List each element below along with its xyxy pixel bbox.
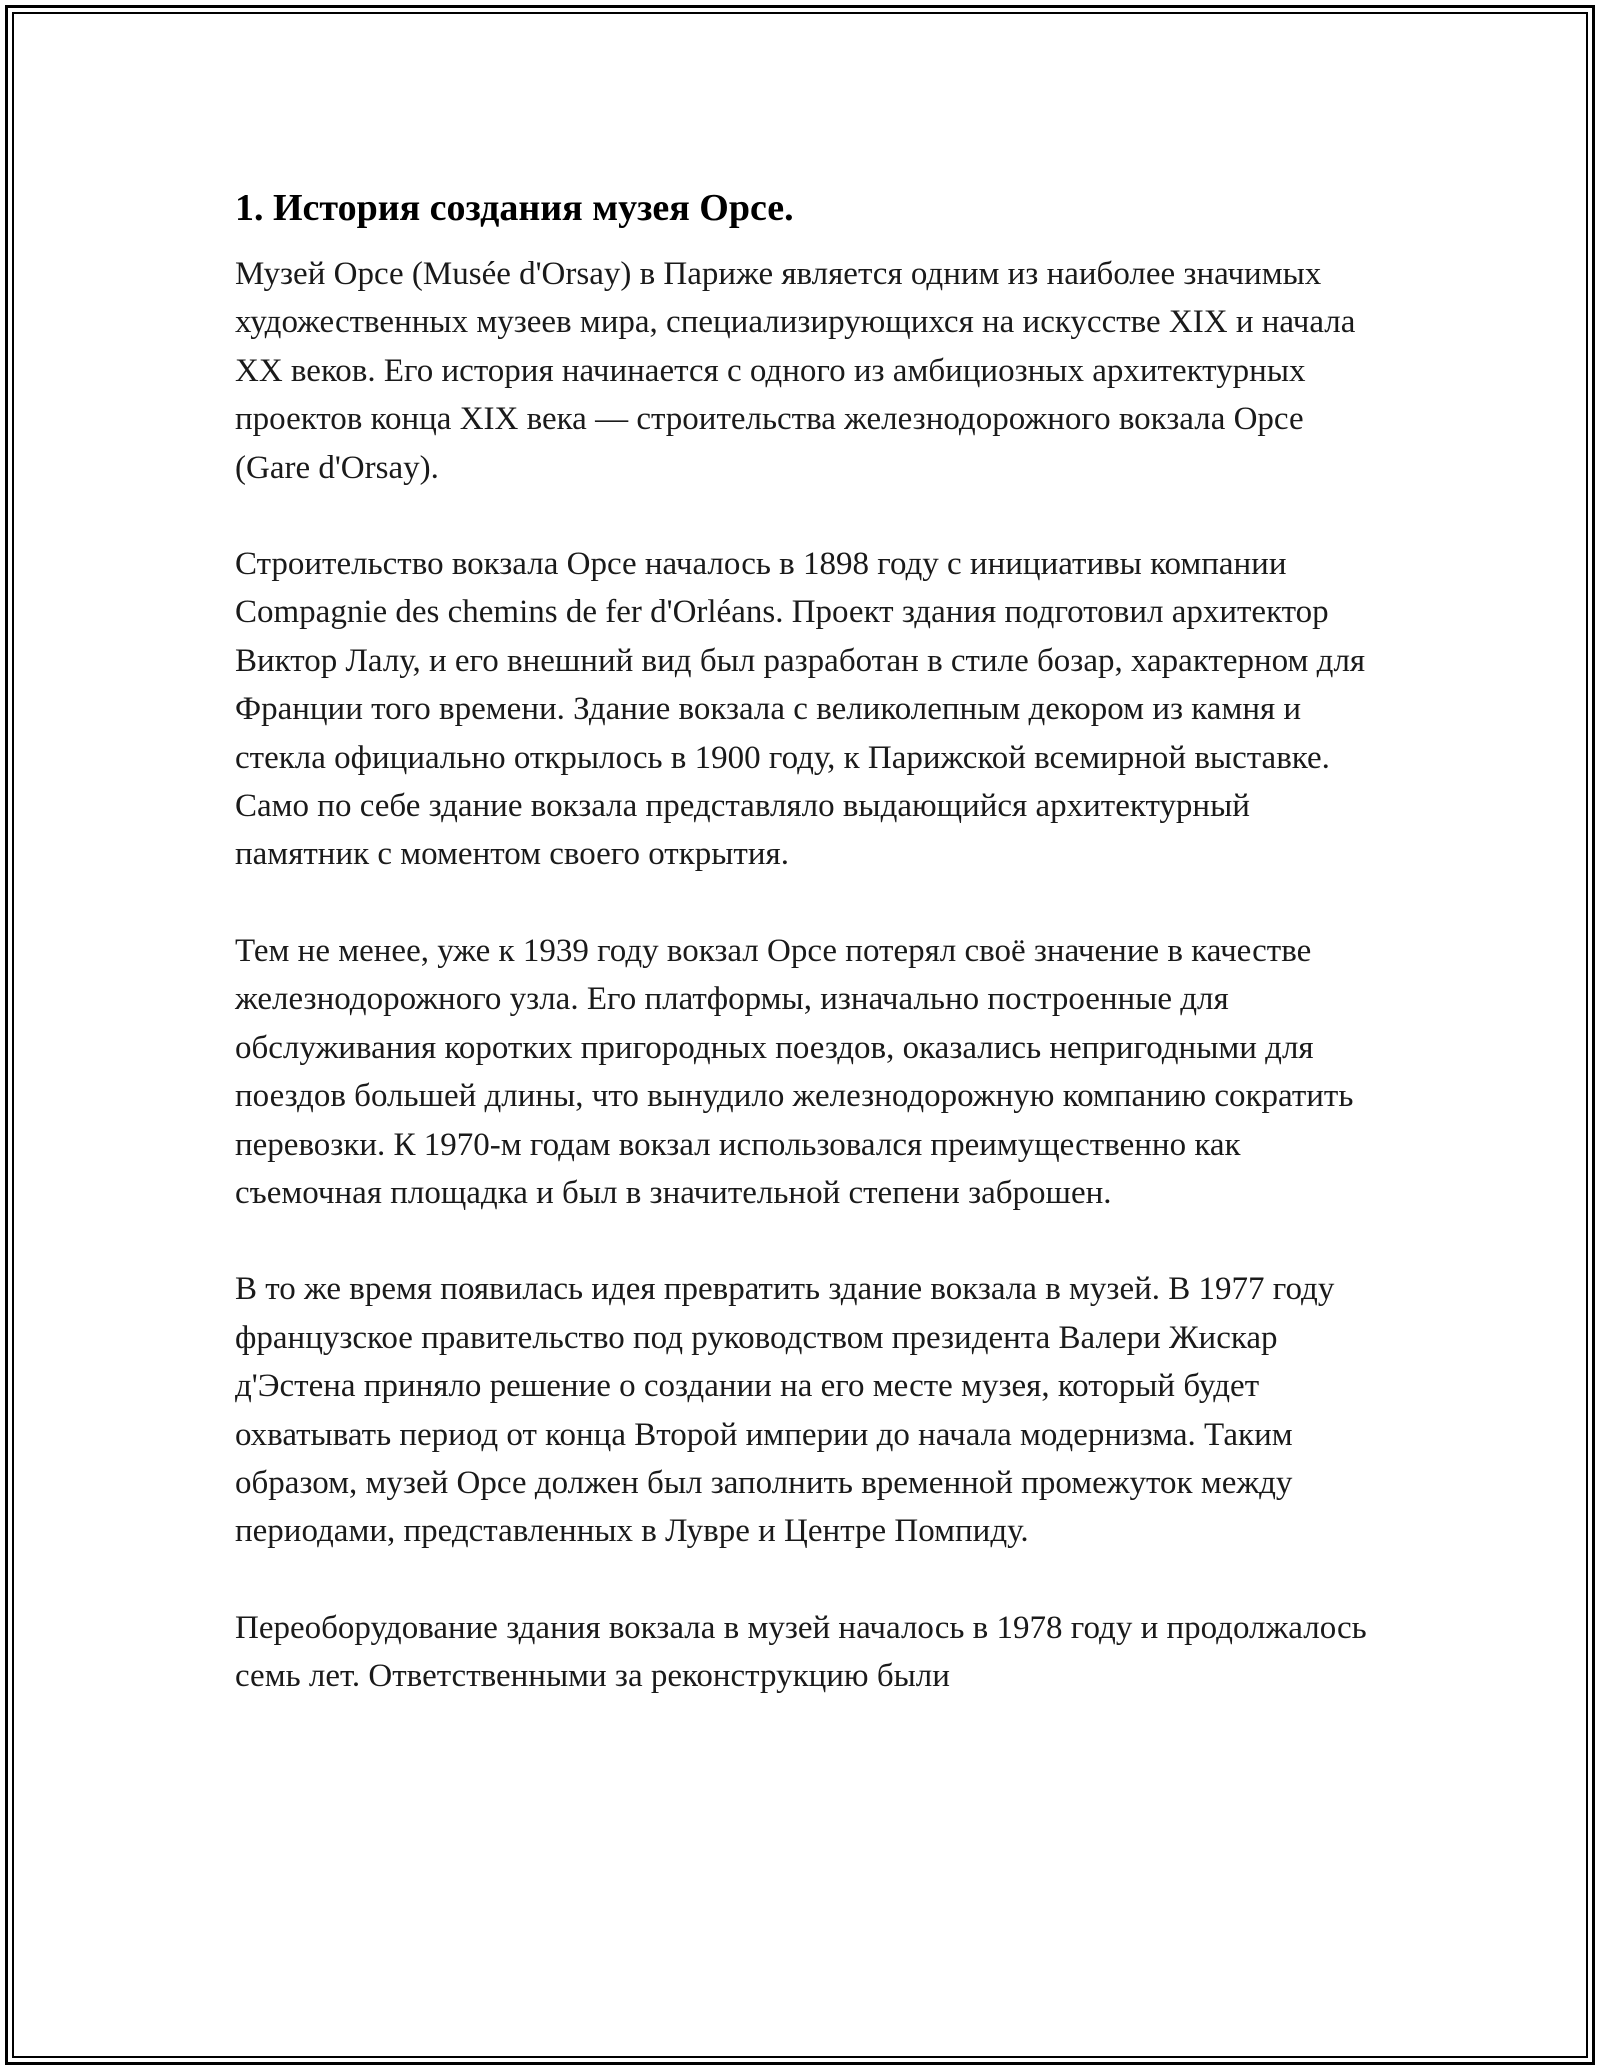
paragraph-1: Музей Орсе (Musée d'Orsay) в Париже является одним из наиболее значимых художественных музеев мира, специализирующихся на искусстве XIX и начала XX веков. Его история начинается с одного из амбициозных архитектурных проектов конца XIX века — строительства железнодорожного вокзала Орсе (Gare d'Orsay). [235, 256, 1356, 486]
paragraph-4: В то же время появилась идея превратить здание вокзала в музей. В 1977 году французское правительство под руководством президента Валери Жискар д'Эстена приняло решение о создании на его месте музея, который будет охватывать период от конца Второй империи до начала модернизма. Таким образом, музей Орсе должен был заполнить временной промежуток между периодами, представленных в Лувре и Центре Помпиду. [235, 1271, 1335, 1550]
section-heading: 1. История создания музея Орсе. [235, 187, 794, 229]
paragraph-5: Переоборудование здания вокзала в музей началось в 1978 году и продолжалось семь лет. Ответственными за реконструкцию были [235, 1609, 1367, 1695]
paragraph-3: Тем не менее, уже к 1939 году вокзал Орсе потерял своё значение в качестве железнодорожного узла. Его платформы, изначально построенные для обслуживания коротких пригородных поездов, оказались непригодными для поездов большей длины, что вынудило железнодорожную компанию сократить перевозки. К 1970-м годам вокзал использовался преимущественно как съемочная площадка и был в значительной степени заброшен. [235, 932, 1354, 1211]
paragraph-2: Строительство вокзала Орсе началось в 1898 году с инициативы компании Compagnie des chemins de fer d'Orléans. Проект здания подготовил архитектор Виктор Лалу, и его внешний вид был разработан в стиле бозар, характерном для Франции того времени. Здание вокзала с великолепным декором из камня и стекла официально открылось в 1900 году, к Парижской всемирной выставке. Само по себе здание вокзала представляло выдающийся архитектурный памятник с моментом своего открытия. [235, 546, 1366, 873]
document-body [235, 182, 1380, 1701]
